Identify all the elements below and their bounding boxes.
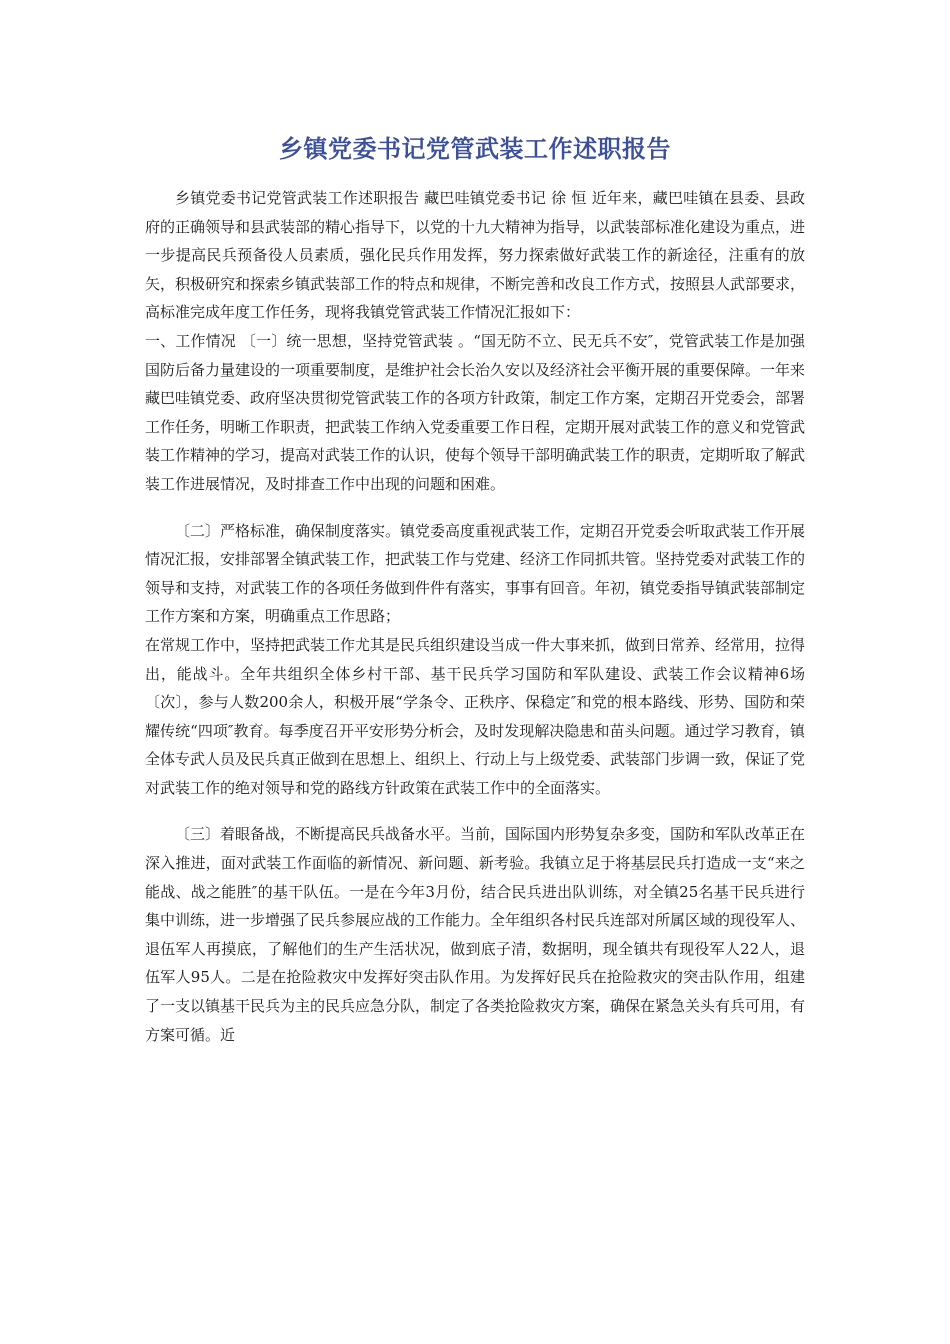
paragraph-section-1: 一、工作情况 〔一〕统一思想，坚持党管武装 。“国无防不立、民无兵不安″，党管武装工作是加强国防后备力量建设的一项重要制度，是维护社会长治久安以及经济社会平衡开展的重要保障。一年来藏巴哇镇党委、政府坚决贯彻党管武装工作的各项方针政策，制定工作方案，定期召开党委会，部署工作任务，明晰工作职责，把武装工作纳入党委重要工作日程，定期开展对武装工作的意义和党管武装工作精神的学习，提高对武装工作的认识，使每个领导干部明确武装工作的职责，定期听取了解武装工作进展情况，及时排查工作中出现的问题和困难。 (145, 331, 806, 493)
paragraph-section-2: 〔二〕严格标准，确保制度落实。镇党委高度重视武装工作，定期召开党委会听取武装工作开展情况汇报，安排部署全镇武装工作，把武装工作与党建、经济工作同抓共管。坚持党委对武装工作的领导和支持，对武装工作的各项任务做到件件有落实，事事有回音。年初，镇党委指导镇武装部制定工作方案和方案，明确重点工作思路； (145, 521, 806, 626)
paragraph-section-2-continued: 在常规工作中，坚持把武装工作尤其是民兵组织建设当成一件大事来抓，做到日常养、经常用，拉得出，能战斗。全年共组织全体乡村干部、基干民兵学习国防和军队建设、武装工作会议精神6场〔次〕，参与人数200余人，积极开展“学条令、正秩序、保稳定″和党的根本路线、形势、国防和荣耀传统“四项″教育。每季度召开平安形势分析会，及时发现解决隐患和苗头问题。通过学习教育，镇全体专武人员及民兵真正做到在思想上、组织上、行动上与上级党委、武装部门步调一致，保证了党对武装工作的绝对领导和党的路线方针政策在武装工作中的全面落实。 (145, 635, 806, 797)
document-title: 乡镇党委书记党管武装工作述职报告 (279, 135, 671, 163)
document-body (145, 184, 805, 1049)
paragraph-intro: 乡镇党委书记党管武装工作述职报告 藏巴哇镇党委书记 徐 恒 近年来，藏巴哇镇在县委、县政府的正确领导和县武装部的精心指导下，以党的十九大精神为指导，以武装部标准化建设为重点，进一步提高民兵预备役人员素质，强化民兵作用发挥，努力探索做好武装工作的新途径，注重有的放矢，积极研究和探索乡镇武装部工作的特点和规律，不断完善和改良工作方式，按照县人武部要求，高标准完成年度工作任务，现将我镇党管武装工作情况汇报如下： (145, 189, 806, 322)
paragraph-section-3: 〔三〕着眼备战，不断提高民兵战备水平。当前，国际国内形势复杂多变，国防和军队改革正在深入推进，面对武装工作面临的新情况、新问题、新考验。我镇立足于将基层民兵打造成一支“来之能战、战之能胜″的基干队伍。一是在今年3月份，结合民兵进出队训练，对全镇25名基干民兵进行集中训练，进一步增强了民兵参展应战的工作能力。全年组织各村民兵连部对所属区域的现役军人、退伍军人再摸底，了解他们的生产生活状况，做到底子清，数据明，现全镇共有现役军人22人，退伍军人95人。二是在抢险救灾中发挥好突击队作用。为发挥好民兵在抢险救灾的突击队作用，组建了一支以镇基干民兵为主的民兵应急分队，制定了各类抢险救灾方案，确保在紧急关头有兵可用，有方案可循。近 (145, 825, 806, 1044)
